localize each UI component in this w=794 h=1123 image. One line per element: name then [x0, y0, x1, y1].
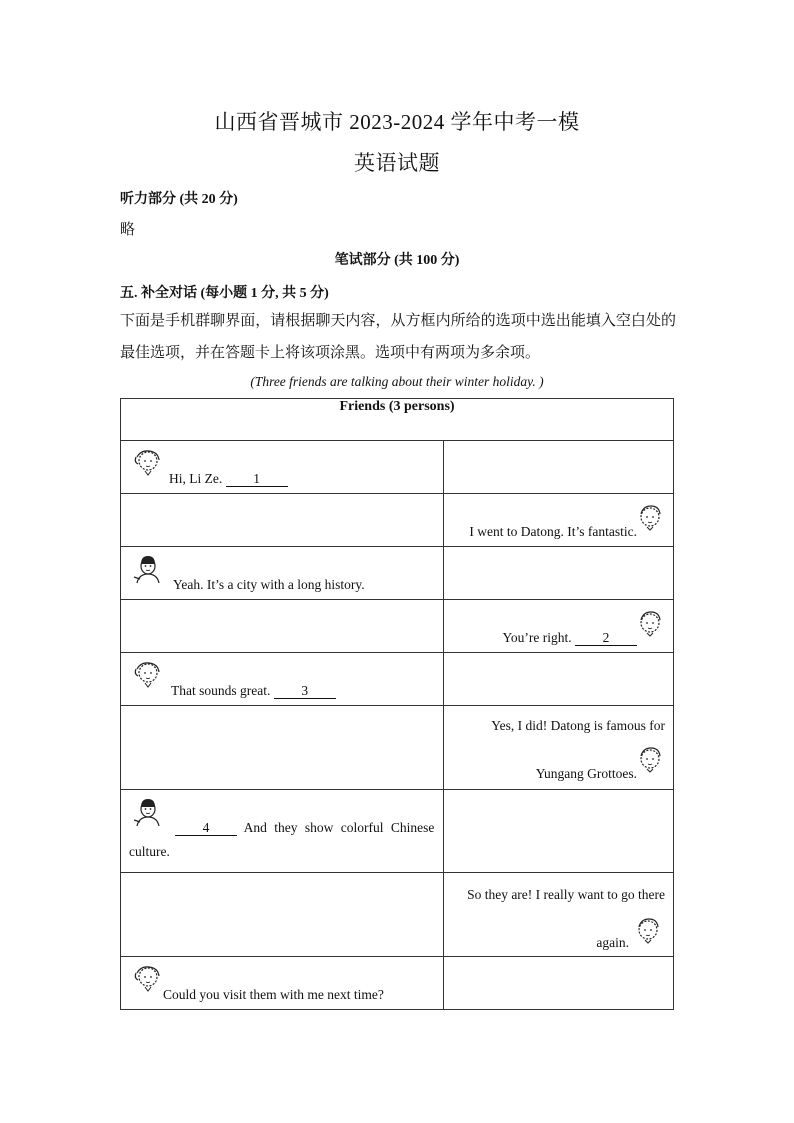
chat-message: You’re right. 2 — [502, 630, 637, 646]
girl-icon — [131, 659, 163, 691]
boy-short-hair-icon — [131, 796, 163, 828]
listening-heading: 听力部分 (共 20 分) — [120, 192, 238, 207]
chat-header: Friends (3 persons) — [121, 399, 674, 441]
boy-right-icon — [635, 502, 667, 534]
dialogue-context: (Three friends are talking about their winter holiday. ) — [250, 374, 544, 389]
section5-instruction: 下面是手机群聊界面，请根据聊天内容，从方框内所给的选项中选出能填入空白处的最佳选项，并在答题卡上将该项涂黑。选项中有两项为多余项。 — [120, 313, 676, 361]
answer-blank: 4 — [175, 821, 237, 836]
chat-message-line: Yes, I did! Datong is famous for — [491, 718, 665, 733]
chat-message: Could you visit them with me next time? — [163, 987, 384, 1002]
answer-blank: 3 — [274, 684, 336, 699]
chat-message: Yeah. It’s a city with a long history. — [173, 577, 365, 592]
chat-row — [121, 873, 674, 957]
chat-message-line: 4 And they show colorful Chinese — [175, 820, 434, 836]
boy-right-icon — [635, 744, 667, 776]
page-title: 山西省晋城市 2023-2024 学年中考一模 — [214, 110, 580, 134]
section5-heading: 五. 补全对话 (每小题 1 分, 共 5 分) — [120, 286, 329, 301]
girl-icon — [131, 447, 163, 479]
chat-row — [121, 957, 674, 1010]
page-subtitle: 英语试题 — [354, 151, 440, 175]
chat-message: That sounds great. 3 — [171, 683, 336, 699]
listening-note: 略 — [120, 222, 136, 238]
chat-row — [121, 653, 674, 706]
boy-right-icon — [635, 608, 667, 640]
chat-row — [121, 494, 674, 547]
girl-icon — [131, 963, 163, 995]
chat-row — [121, 706, 674, 790]
chat-message-line: culture. — [129, 844, 170, 859]
boy-right-icon — [633, 915, 665, 947]
chat-row — [121, 547, 674, 600]
chat-table — [120, 398, 674, 1010]
chat-message-line: Yungang Grottoes. — [535, 766, 637, 781]
chat-message: I went to Datong. It’s fantastic. — [469, 524, 637, 539]
written-heading: 笔试部分 (共 100 分) — [334, 253, 460, 268]
chat-message-line: So they are! I really want to go there — [467, 887, 665, 902]
chat-message: Hi, Li Ze. 1 — [169, 471, 288, 487]
chat-row — [121, 441, 674, 494]
boy-short-hair-icon — [131, 553, 163, 585]
answer-blank: 2 — [575, 631, 637, 646]
answer-blank: 1 — [226, 472, 288, 487]
chat-row — [121, 600, 674, 653]
chat-message-line: again. — [596, 935, 629, 950]
chat-row — [121, 790, 674, 873]
